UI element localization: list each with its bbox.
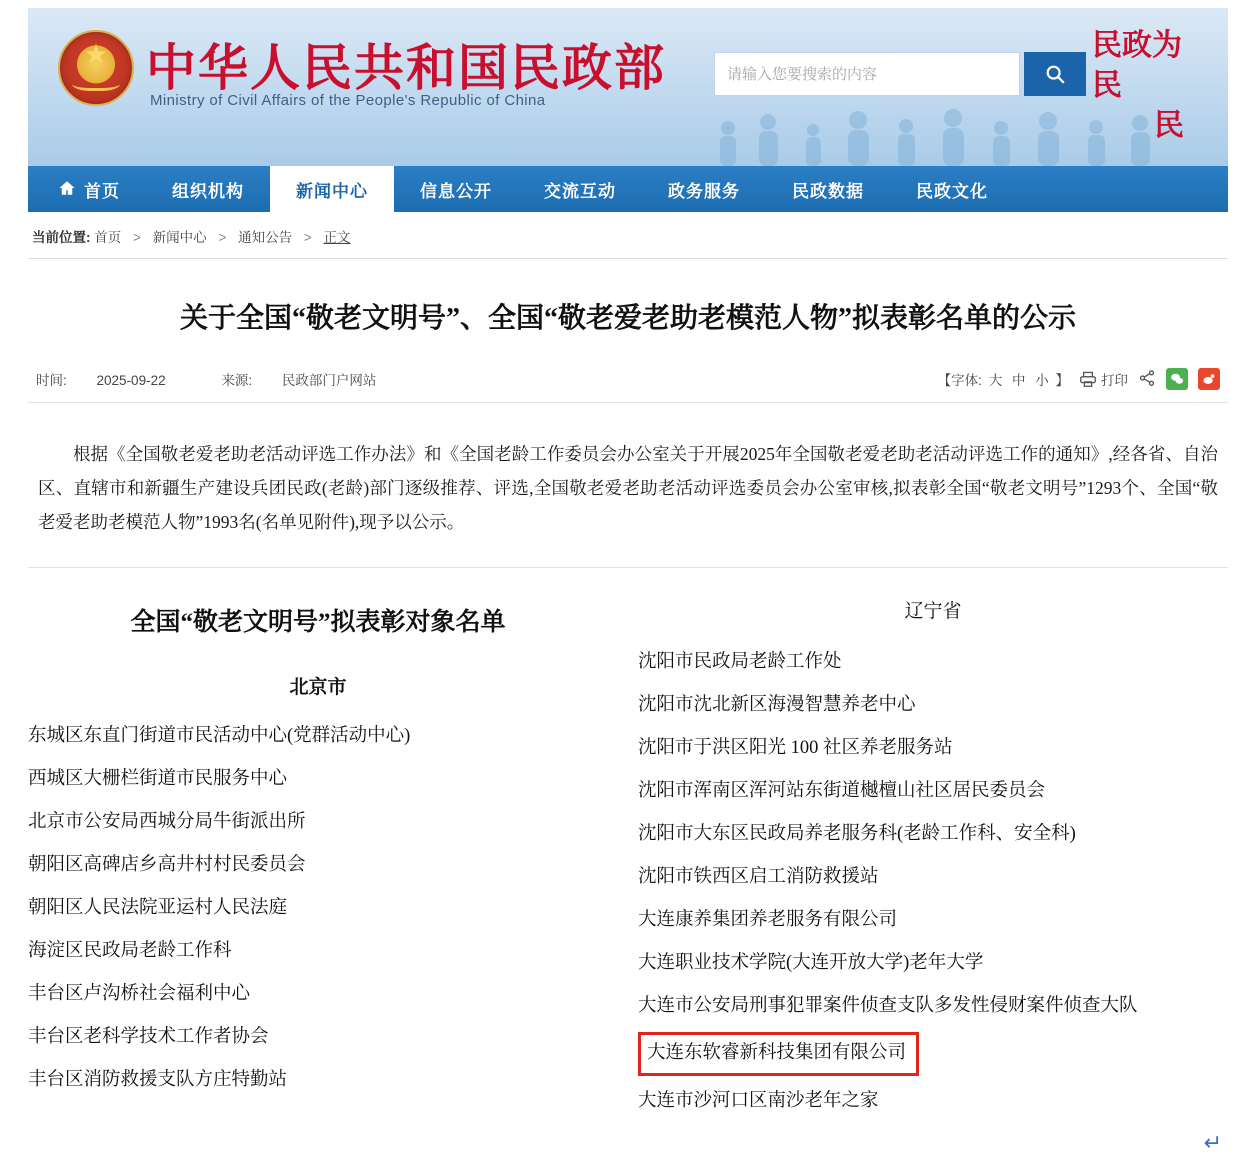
site-slogan-line2: 民 [1154, 109, 1184, 142]
nav-item-government-services-label: 政务服务 [668, 181, 740, 201]
nav-item-news-center-label: 新闻中心 [296, 181, 368, 201]
article-source-value: 民政部门户网站 [281, 373, 377, 389]
people-silhouette-decoration [668, 106, 1188, 166]
list-item: 朝阳区高碑店乡高井村村民委员会 [28, 855, 306, 876]
article-time-label: 时间: [36, 373, 67, 389]
list-item: 朝阳区人民法院亚运村人民法庭 [28, 898, 288, 919]
article-source [221, 373, 402, 388]
page-title: 关于全国“敬老文明号”、全国“敬老爱老助老模范人物”拟表彰名单的公示 [179, 303, 1076, 334]
breadcrumb-label: 当前位置: [32, 230, 91, 245]
font-size-large-button[interactable]: 大 [988, 373, 1003, 389]
province-heading-beijing: 北京市 [289, 677, 347, 699]
article-time-value: 2025-09-22 [96, 373, 166, 389]
province-heading-liaoning: 辽宁省 [904, 601, 962, 623]
article-source-label: 来源: [221, 373, 253, 389]
nav-item-civil-affairs-culture[interactable] [890, 166, 1014, 212]
nav-item-news-center[interactable] [270, 166, 394, 212]
site-title-cn: 中华人民共和国民政部 [146, 40, 666, 96]
nav-item-civil-affairs-culture-label: 民政文化 [916, 181, 988, 201]
site-slogan [1092, 26, 1202, 142]
site-header [28, 8, 1228, 166]
search-icon [1044, 63, 1066, 85]
breadcrumb-item-news-center[interactable]: 新闻中心 [152, 230, 207, 245]
breadcrumb-item-home[interactable]: 首页 [94, 230, 122, 245]
article-meta-left [36, 369, 428, 389]
nav-item-home[interactable] [28, 166, 146, 212]
list-item: 沈阳市铁西区启工消防救援站 [638, 867, 879, 888]
list-main-heading: 全国“敬老文明号”拟表彰对象名单 [130, 609, 506, 637]
search-input[interactable] [715, 53, 1019, 95]
list-item: 北京市公安局西城分局牛街派出所 [28, 812, 306, 833]
font-size-medium-button[interactable]: 中 [1011, 373, 1026, 389]
list-item-highlighted: 大连东软睿新科技集团有限公司 [638, 1032, 919, 1076]
home-icon [58, 179, 76, 197]
nav-item-interaction-label: 交流互动 [544, 181, 616, 201]
nav-item-civil-affairs-data-label: 民政数据 [792, 181, 864, 201]
list-item: 西城区大栅栏街道市民服务中心 [28, 769, 288, 790]
article [28, 259, 1228, 568]
search-button[interactable] [1024, 52, 1086, 96]
list-column-left [28, 594, 628, 1123]
breadcrumb-separator: > [303, 230, 312, 245]
list-item: 丰台区卢沟桥社会福利中心 [28, 984, 251, 1005]
breadcrumb-separator: > [218, 230, 227, 245]
list-item: 大连职业技术学院(大连开放大学)老年大学 [638, 953, 984, 974]
nav-item-organization-label: 组织机构 [172, 181, 244, 201]
nav-item-interaction[interactable] [518, 166, 642, 212]
nav-item-civil-affairs-data[interactable] [766, 166, 890, 212]
nav-item-government-services[interactable] [642, 166, 766, 212]
article-meta [28, 338, 1228, 403]
nav-item-information-disclosure[interactable] [394, 166, 518, 212]
list-item: 大连康养集团养老服务有限公司 [638, 910, 898, 931]
nav-item-organization[interactable] [146, 166, 270, 212]
print-label: 打印 [1101, 373, 1128, 389]
nav-item-home-label: 首页 [84, 181, 120, 201]
font-size-controls [938, 369, 1069, 389]
wechat-share-button[interactable] [1166, 368, 1188, 390]
breadcrumb-item-current[interactable]: 正文 [323, 230, 351, 245]
list-item: 东城区东直门街道市民活动中心(党群活动中心) [28, 726, 411, 747]
paragraph-return-mark: ↵ [1203, 1130, 1222, 1155]
weibo-share-button[interactable] [1198, 368, 1220, 390]
printer-icon [1079, 371, 1097, 387]
font-size-label-end: 】 [1055, 373, 1069, 389]
site-title-en: Ministry of Civil Affairs of the People's Republic of China [150, 92, 546, 109]
list-item: 沈阳市民政局老龄工作处 [638, 652, 842, 673]
list-item: 沈阳市大东区民政局养老服务科(老龄工作科、安全科) [638, 824, 1076, 845]
article-paragraph: 根据《全国敬老爱老助老活动评选工作办法》和《全国老龄工作委员会办公室关于开展2025年全国敬老爱老助老活动评选工作的通知》,经各省、自治区、直辖市和新疆生产建设兵团民政(老龄)部门逐级推荐、评选,全国敬老爱老助老活动评选委员会办公室审核,拟表彰全国“敬老文明号”1293个、全国“敬老爱老助老模范人物”1993名(名单见附件),现予以公示。 [38, 444, 1218, 533]
main-nav [28, 166, 1228, 212]
list-item: 沈阳市浑南区浑河站东街道樾檀山社区居民委员会 [638, 781, 1046, 802]
list-item: 沈阳市沈北新区海漫智慧养老中心 [638, 695, 916, 716]
list-item: 大连市沙河口区南沙老年之家 [638, 1091, 879, 1112]
award-lists [28, 568, 1228, 1123]
list-item: 丰台区老科学技术工作者协会 [28, 1027, 269, 1048]
share-icon [1138, 369, 1156, 387]
font-size-label: 【字体: [937, 373, 982, 389]
article-body [28, 403, 1228, 568]
article-time [36, 373, 195, 388]
nav-item-information-disclosure-label: 信息公开 [420, 181, 492, 201]
list-item: 丰台区消防救援支队方庄特勤站 [28, 1070, 288, 1091]
share-button[interactable] [1138, 369, 1156, 390]
national-emblem-icon [58, 30, 134, 106]
list-item: 海淀区民政局老龄工作科 [28, 941, 232, 962]
weibo-icon [1202, 372, 1216, 386]
breadcrumb-separator: > [133, 230, 141, 245]
breadcrumb [28, 212, 1228, 259]
search-box[interactable] [714, 52, 1020, 96]
list-column-right [628, 594, 1228, 1123]
wechat-icon [1170, 372, 1184, 386]
font-size-small-button[interactable]: 小 [1035, 373, 1049, 389]
list-item: 大连市公安局刑事犯罪案件侦查支队多发性侵财案件侦查大队 [638, 996, 1138, 1017]
article-meta-right [938, 368, 1220, 390]
site-slogan-line1: 民政为民 [1092, 29, 1182, 102]
breadcrumb-item-notice[interactable]: 通知公告 [238, 230, 293, 245]
print-button[interactable] [1079, 369, 1128, 389]
list-item: 沈阳市于洪区阳光 100 社区养老服务站 [638, 738, 953, 759]
